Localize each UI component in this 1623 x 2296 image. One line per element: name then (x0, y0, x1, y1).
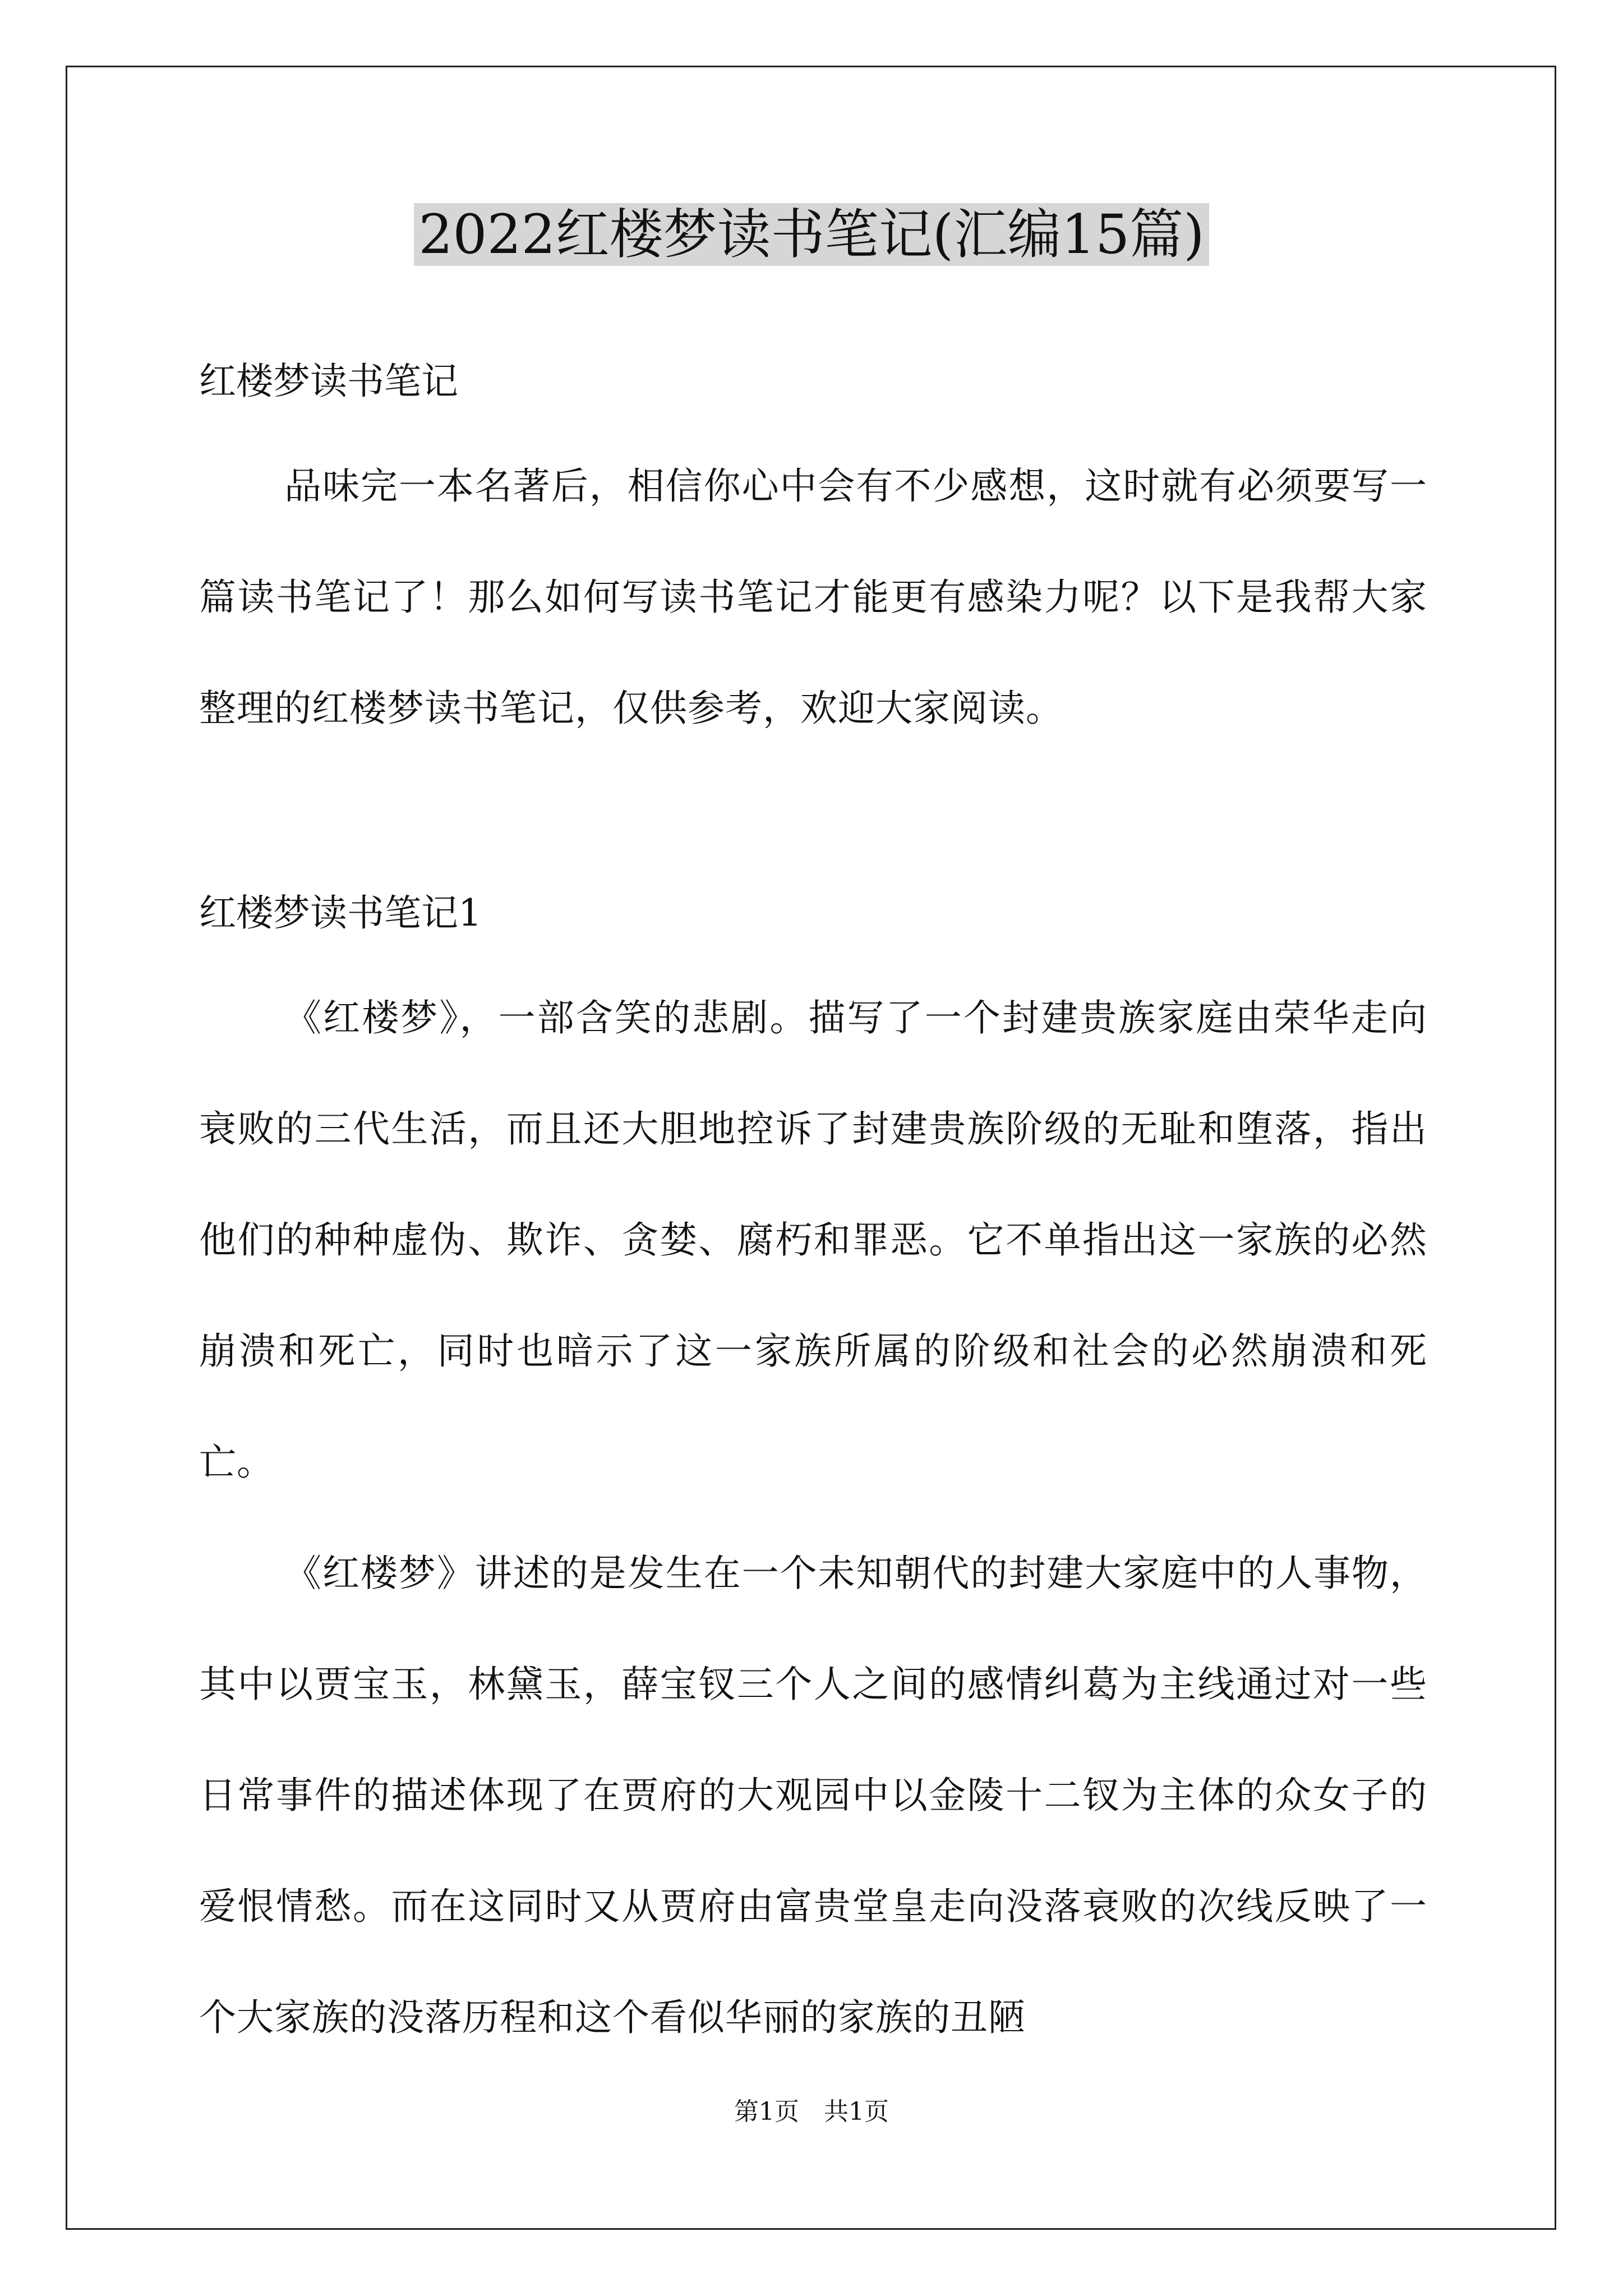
intro-paragraph: 品味完一本名著后，相信你心中会有不少感想，这时就有必须要写一篇读书笔记了！那么如何写读书笔记才能更有感染力呢？以下是我帮大家整理的红楼梦读书笔记，仅供参考，欢迎大家阅读。 (199, 464, 1427, 730)
body-paragraph-2: 《红楼梦》讲述的是发生在一个未知朝代的封建大家庭中的人事物，其中以贾宝玉，林黛玉，薛宝钗三个人之间的感情纠葛为主线通过对一些日常事件的描述体现了在贾府的大观园中以金陵十二钗为主体的众女子的爱恨情愁。而在这同时又从贾府由富贵堂皇走向没落衰败的次线反映了一个大家族的没落历程和这个看似华丽的家族的丑陋 (199, 1552, 1427, 2039)
section-heading-intro: 红楼梦读书笔记 (199, 360, 458, 403)
document-title-text: 2022红楼梦读书笔记(汇编15篇) (414, 203, 1209, 266)
body-paragraph-1: 《红楼梦》，一部含笑的悲剧。描写了一个封建贵族家庭由荣华走向衰败的三代生活，而且还大胆地控诉了封建贵族阶级的无耻和堕落，指出他们的种种虚伪、欺诈、贪婪、腐朽和罪恶。它不单指出这一家族的必然崩溃和死亡，同时也暗示了这一家族所属的阶级和社会的必然崩溃和死亡。 (199, 996, 1427, 1484)
section-heading-1: 红楼梦读书笔记1 (199, 891, 482, 935)
page-footer: 第1页 共1页 (734, 2097, 889, 2126)
document-title (0, 195, 1623, 274)
